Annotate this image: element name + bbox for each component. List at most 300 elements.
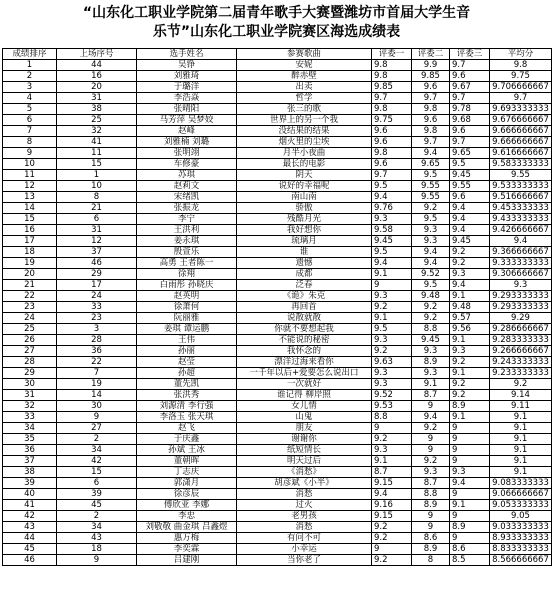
judge1-score-cell: 9.8	[372, 60, 412, 71]
contestant-cell: 宋绪凯	[137, 192, 237, 203]
contestant-cell: 赵英明	[137, 291, 237, 302]
judge2-score-cell: 9.7	[412, 93, 450, 104]
average-score-cell: 9.05	[490, 511, 552, 522]
rank-cell: 35	[3, 434, 57, 445]
song-cell: 阴天	[237, 170, 372, 181]
contestant-cell: 于璐洋	[137, 82, 237, 93]
judge3-score-cell: 8.6	[450, 544, 490, 555]
judge1-score-cell: 9.1	[372, 269, 412, 280]
judge3-score-cell: 9	[450, 533, 490, 544]
table-row	[3, 258, 552, 269]
song-cell: 纸短情长	[237, 445, 372, 456]
judge2-score-cell: 9.55	[412, 192, 450, 203]
judge2-score-cell: 9.85	[412, 71, 450, 82]
table-row	[3, 401, 552, 412]
average-score-cell: 9.333333333	[490, 258, 552, 269]
average-score-cell: 8.933333333	[490, 533, 552, 544]
rank-header: 成绩排序	[3, 49, 57, 60]
judge3-score-cell: 9.1	[450, 412, 490, 423]
table-row	[3, 71, 552, 82]
order-cell: 27	[57, 423, 137, 434]
judge1-score-cell: 9.4	[372, 258, 412, 269]
judge1-score-cell: 9.6	[372, 137, 412, 148]
contestant-cell: 赵莉文	[137, 181, 237, 192]
song-cell: 不能说的秘密	[237, 335, 372, 346]
judge3-score-cell: 9	[450, 434, 490, 445]
judge1-score-cell: 9.53	[372, 401, 412, 412]
judge1-score-cell: 9.3	[372, 445, 412, 456]
judge3-score-cell: 9.65	[450, 148, 490, 159]
contestant-cell: 马芳萍 吴梦姣	[137, 115, 237, 126]
table-row	[3, 423, 552, 434]
judge3-score-cell: 9.4	[450, 478, 490, 489]
rank-cell: 14	[3, 203, 57, 214]
average-score-cell: 9.706666667	[490, 82, 552, 93]
order-cell: 14	[57, 390, 137, 401]
order-cell: 33	[57, 302, 137, 313]
order-cell: 21	[57, 203, 137, 214]
contestant-cell: 惠万梅	[137, 533, 237, 544]
average-score-cell: 9.8	[490, 60, 552, 71]
contestant-cell: 李奕霖	[137, 544, 237, 555]
table-row	[3, 159, 552, 170]
average-score-cell: 8.566666667	[490, 555, 552, 566]
rank-cell: 32	[3, 401, 57, 412]
judge1-score-cell: 9.3	[372, 368, 412, 379]
judge3-score-cell: 9.6	[450, 126, 490, 137]
song-cell: 一千年以后+爱要怎么说出口	[237, 368, 372, 379]
judge3-score-cell: 9	[450, 423, 490, 434]
contestant-cell: 丁志庆	[137, 467, 237, 478]
score-table	[2, 48, 552, 566]
song-cell: 消愁	[237, 522, 372, 533]
contestant-cell: 于庆鑫	[137, 434, 237, 445]
contestant-cell: 赵莹	[137, 357, 237, 368]
song-cell: 你就不要想起我	[237, 324, 372, 335]
contestant-cell: 董朝晖	[137, 456, 237, 467]
judge2-score-cell: 9.4	[412, 258, 450, 269]
table-row	[3, 302, 552, 313]
judge2-score-cell: 9.3	[412, 236, 450, 247]
average-score-cell: 9.666666667	[490, 137, 552, 148]
judge1-score-cell: 9.8	[372, 104, 412, 115]
average-score-cell: 9.1	[490, 412, 552, 423]
judge3-score-cell: 9.6	[450, 71, 490, 82]
table-row	[3, 335, 552, 346]
rank-cell: 42	[3, 511, 57, 522]
rank-cell: 1	[3, 60, 57, 71]
judge3-score-cell: 9.7	[450, 137, 490, 148]
order-cell: 12	[57, 236, 137, 247]
song-cell: 出卖	[237, 82, 372, 93]
rank-cell: 36	[3, 445, 57, 456]
contestant-cell: 孙超	[137, 368, 237, 379]
judge1-score-cell: 9.52	[372, 390, 412, 401]
contestant-cell: 刘源清 李行强	[137, 401, 237, 412]
judge1-score-cell: 9.1	[372, 456, 412, 467]
judge1-score-cell: 9.85	[372, 82, 412, 93]
average-score-cell: 9.676666667	[490, 115, 552, 126]
contestant-cell: 殷萱乐	[137, 247, 237, 258]
song-cell: 张三的歌	[237, 104, 372, 115]
judge1-score-cell: 9.3	[372, 379, 412, 390]
song-cell: 南山南	[237, 192, 372, 203]
rank-cell: 20	[3, 269, 57, 280]
average-score-cell: 9.453333333	[490, 203, 552, 214]
judge2-score-cell: 9.9	[412, 60, 450, 71]
order-cell: 2	[57, 511, 137, 522]
contestant-cell: 吕建刚	[137, 555, 237, 566]
table-row	[3, 82, 552, 93]
order-cell: 32	[57, 126, 137, 137]
contestant-cell: 张振龙	[137, 203, 237, 214]
table-row	[3, 533, 552, 544]
judge2-score-cell: 8.9	[412, 500, 450, 511]
song-cell: 过火	[237, 500, 372, 511]
contestant-cell: 王伟	[137, 335, 237, 346]
judge1-score-cell: 9.16	[372, 500, 412, 511]
song-cell: 月半小夜曲	[237, 148, 372, 159]
average-score-cell: 9.11	[490, 401, 552, 412]
average-header: 平均分	[490, 49, 552, 60]
order-cell: 31	[57, 93, 137, 104]
judge2-score-cell: 9.1	[412, 379, 450, 390]
contestant-cell: 李宁	[137, 214, 237, 225]
order-header: 上场序号	[57, 49, 137, 60]
judge1-score-cell: 9.8	[372, 71, 412, 82]
judge2-score-cell: 9.6	[412, 82, 450, 93]
order-cell: 24	[57, 291, 137, 302]
song-cell: 《消愁》	[237, 467, 372, 478]
average-score-cell: 9.1	[490, 456, 552, 467]
song-cell: 没结果的结果	[237, 126, 372, 137]
judge1-score-cell: 9	[372, 544, 412, 555]
contestant-cell: 董先凯	[137, 379, 237, 390]
table-row	[3, 489, 552, 500]
judge3-score-cell: 9.4	[450, 280, 490, 291]
judge1-score-cell: 9.5	[372, 247, 412, 258]
contestant-cell: 刘雅楠 刘璐	[137, 137, 237, 148]
song-cell: 骄傲	[237, 203, 372, 214]
judge2-score-cell: 9.2	[412, 423, 450, 434]
contestant-cell: 孙丽	[137, 346, 237, 357]
average-score-cell: 9.266666667	[490, 346, 552, 357]
judge1-score-cell: 9.6	[372, 159, 412, 170]
rank-cell: 30	[3, 379, 57, 390]
contestant-cell: 李浩焱	[137, 93, 237, 104]
table-row	[3, 137, 552, 148]
judge1-score-cell: 9.8	[372, 148, 412, 159]
table-row	[3, 60, 552, 71]
contestant-cell: 王洪利	[137, 225, 237, 236]
judge3-score-cell: 9.3	[450, 346, 490, 357]
contestant-cell: 吴铮	[137, 60, 237, 71]
judge1-score-cell: 9.2	[372, 346, 412, 357]
judge3-header: 评委三	[450, 49, 490, 60]
judge3-score-cell: 9.45	[450, 170, 490, 181]
table-row	[3, 225, 552, 236]
song-cell: 胡彦斌《小半》	[237, 478, 372, 489]
song-cell: 一次就好	[237, 379, 372, 390]
judge1-score-cell: 9.4	[372, 192, 412, 203]
sheet-title-line1: “山东化工职业学院第二届青年歌手大赛暨潍坊市首届大学生音	[82, 5, 471, 21]
average-score-cell: 9.283333333	[490, 335, 552, 346]
table-row	[3, 192, 552, 203]
order-cell: 2	[57, 434, 137, 445]
judge3-score-cell: 9.1	[450, 368, 490, 379]
rank-cell: 27	[3, 346, 57, 357]
judge3-score-cell: 9.4	[450, 225, 490, 236]
judge2-score-cell: 8.8	[412, 489, 450, 500]
judge1-score-cell: 9	[372, 423, 412, 434]
judge3-score-cell: 9.2	[450, 258, 490, 269]
average-score-cell: 9.1	[490, 467, 552, 478]
judge2-score-cell: 9.7	[412, 137, 450, 148]
table-row	[3, 412, 552, 423]
song-cell: 明天过后	[237, 456, 372, 467]
judge2-score-cell: 9.2	[412, 313, 450, 324]
order-cell: 3	[57, 324, 137, 335]
judge1-score-cell: 9.45	[372, 236, 412, 247]
contestant-cell: 阮丽雅	[137, 313, 237, 324]
song-cell: 泛春	[237, 280, 372, 291]
average-score-cell: 9.516666667	[490, 192, 552, 203]
contestant-cell: 刘敬敬 曲金琪 吕鑫煜	[137, 522, 237, 533]
judge2-score-cell: 9.52	[412, 269, 450, 280]
table-row	[3, 467, 552, 478]
judge2-score-cell: 9.6	[412, 115, 450, 126]
song-cell: 小幸运	[237, 544, 372, 555]
average-score-cell: 9.066666667	[490, 489, 552, 500]
average-score-cell: 9.1	[490, 423, 552, 434]
table-row	[3, 236, 552, 247]
song-cell: 最长的电影	[237, 159, 372, 170]
contestant-cell: 张晴阳	[137, 104, 237, 115]
song-cell: 女儿情	[237, 401, 372, 412]
judge3-score-cell: 9.2	[450, 390, 490, 401]
judge2-score-cell: 9.5	[412, 214, 450, 225]
judge3-score-cell: 9.4	[450, 203, 490, 214]
judge1-score-cell: 9.2	[372, 533, 412, 544]
judge1-score-cell: 9.7	[372, 170, 412, 181]
judge2-score-cell: 9	[412, 401, 450, 412]
rank-cell: 45	[3, 544, 57, 555]
judge1-score-cell: 9.2	[372, 434, 412, 445]
contestant-cell: 赵峰	[137, 126, 237, 137]
judge3-score-cell: 9.57	[450, 313, 490, 324]
table-row	[3, 104, 552, 115]
table-row	[3, 357, 552, 368]
song-cell: 山鬼	[237, 412, 372, 423]
judge2-score-cell: 9.2	[412, 456, 450, 467]
judge3-score-cell: 8.5	[450, 555, 490, 566]
rank-cell: 21	[3, 280, 57, 291]
judge2-score-cell: 9.8	[412, 104, 450, 115]
judge3-score-cell: 9.1	[450, 500, 490, 511]
judge1-score-cell: 9.4	[372, 489, 412, 500]
average-score-cell: 9.14	[490, 390, 552, 401]
judge2-score-cell: 8.7	[412, 390, 450, 401]
judge1-score-cell: 9.2	[372, 302, 412, 313]
judge3-score-cell: 9.78	[450, 104, 490, 115]
contestant-cell: 车修豪	[137, 159, 237, 170]
table-row	[3, 181, 552, 192]
song-cell: 我好想你	[237, 225, 372, 236]
song-cell: 谁	[237, 247, 372, 258]
table-row	[3, 148, 552, 159]
rank-cell: 8	[3, 137, 57, 148]
judge3-score-cell: 9.4	[450, 214, 490, 225]
order-cell: 9	[57, 555, 137, 566]
table-header-row	[3, 49, 552, 60]
order-cell: 16	[57, 71, 137, 82]
song-cell: 再回首	[237, 302, 372, 313]
judge1-score-cell: 9.75	[372, 115, 412, 126]
order-cell: 37	[57, 247, 137, 258]
song-cell: 哲学	[237, 93, 372, 104]
rank-cell: 37	[3, 456, 57, 467]
order-cell: 38	[57, 104, 137, 115]
average-score-cell: 9.233333333	[490, 368, 552, 379]
rank-cell: 23	[3, 302, 57, 313]
average-score-cell: 9.426666667	[490, 225, 552, 236]
judge2-score-cell: 9.45	[412, 335, 450, 346]
order-cell: 34	[57, 522, 137, 533]
judge1-score-cell: 9.63	[372, 357, 412, 368]
judge1-score-cell: 9.3	[372, 214, 412, 225]
rank-cell: 46	[3, 555, 57, 566]
order-cell: 45	[57, 500, 137, 511]
song-cell: 朋友	[237, 423, 372, 434]
table-row	[3, 324, 552, 335]
contestant-cell: 孙斌 王冰	[137, 445, 237, 456]
table-row	[3, 368, 552, 379]
average-score-cell: 8.833333333	[490, 544, 552, 555]
order-cell: 11	[57, 148, 137, 159]
rank-cell: 5	[3, 104, 57, 115]
sheet-title	[0, 4, 553, 42]
table-row	[3, 115, 552, 126]
average-score-cell: 9.55	[490, 170, 552, 181]
average-score-cell: 9.1	[490, 434, 552, 445]
judge2-score-cell: 8.6	[412, 533, 450, 544]
average-score-cell: 9.583333333	[490, 159, 552, 170]
average-score-cell: 9.293333333	[490, 291, 552, 302]
table-row	[3, 379, 552, 390]
table-row	[3, 170, 552, 181]
judge3-score-cell: 8.9	[450, 522, 490, 533]
judge1-score-cell: 9.7	[372, 93, 412, 104]
song-cell: 漂洋过海来看你	[237, 357, 372, 368]
judge3-score-cell: 9.7	[450, 60, 490, 71]
judge1-score-cell: 9.5	[372, 181, 412, 192]
rank-cell: 29	[3, 368, 57, 379]
song-cell: 世界上的另一个我	[237, 115, 372, 126]
order-cell: 31	[57, 225, 137, 236]
song-cell: 《诡》朱克	[237, 291, 372, 302]
rank-cell: 6	[3, 115, 57, 126]
song-cell: 成都	[237, 269, 372, 280]
song-cell: 消愁	[237, 489, 372, 500]
average-score-cell: 9.693333333	[490, 104, 552, 115]
rank-cell: 13	[3, 192, 57, 203]
table-row	[3, 269, 552, 280]
judge2-score-cell: 9	[412, 445, 450, 456]
rank-cell: 11	[3, 170, 57, 181]
table-row	[3, 214, 552, 225]
song-cell: 遗憾	[237, 258, 372, 269]
table-row	[3, 203, 552, 214]
judge1-score-cell: 9.5	[372, 324, 412, 335]
order-cell: 42	[57, 456, 137, 467]
judge3-score-cell: 9.45	[450, 236, 490, 247]
judge3-score-cell: 9	[450, 511, 490, 522]
rank-cell: 31	[3, 390, 57, 401]
judge2-score-cell: 9.55	[412, 181, 450, 192]
song-cell: 老男孩	[237, 511, 372, 522]
order-cell: 15	[57, 159, 137, 170]
judge2-score-cell: 9	[412, 522, 450, 533]
judge3-score-cell: 9.3	[450, 467, 490, 478]
judge1-score-cell: 9.3	[372, 291, 412, 302]
rank-cell: 26	[3, 335, 57, 346]
judge1-score-cell: 9.3	[372, 335, 412, 346]
judge1-score-cell: 9.1	[372, 313, 412, 324]
table-row	[3, 456, 552, 467]
song-cell: 琉璃月	[237, 236, 372, 247]
judge2-score-cell: 9.5	[412, 170, 450, 181]
rank-cell: 12	[3, 181, 57, 192]
song-cell: 醉赤壁	[237, 71, 372, 82]
judge2-score-cell: 8	[412, 555, 450, 566]
judge2-score-cell: 9.2	[412, 302, 450, 313]
judge3-score-cell: 9.55	[450, 181, 490, 192]
judge2-score-cell: 9.8	[412, 126, 450, 137]
song-cell: 谢谢你	[237, 434, 372, 445]
judge1-score-cell: 9	[372, 280, 412, 291]
rank-cell: 19	[3, 258, 57, 269]
order-cell: 46	[57, 258, 137, 269]
order-cell: 44	[57, 60, 137, 71]
table-row	[3, 511, 552, 522]
song-cell: 说好的幸福呢	[237, 181, 372, 192]
judge3-score-cell: 9	[450, 489, 490, 500]
average-score-cell: 9.083333333	[490, 478, 552, 489]
judge2-score-cell: 9.48	[412, 291, 450, 302]
rank-cell: 7	[3, 126, 57, 137]
judge2-score-cell: 9.4	[412, 247, 450, 258]
contestant-cell: 徐彦辰	[137, 489, 237, 500]
table-row	[3, 500, 552, 511]
table-row	[3, 93, 552, 104]
average-score-cell: 9.7	[490, 93, 552, 104]
order-cell: 25	[57, 115, 137, 126]
judge3-score-cell: 9.67	[450, 82, 490, 93]
judge1-score-cell: 8.8	[372, 412, 412, 423]
contestant-cell: 白雨彤 孙晓庆	[137, 280, 237, 291]
table-row	[3, 313, 552, 324]
contestant-cell: 张洪秀	[137, 390, 237, 401]
judge3-score-cell: 9.3	[450, 269, 490, 280]
song-header: 参赛歌曲	[237, 49, 372, 60]
judge2-score-cell: 8.9	[412, 544, 450, 555]
average-score-cell: 9.2	[490, 379, 552, 390]
judge1-score-cell: 9.15	[372, 511, 412, 522]
rank-cell: 10	[3, 159, 57, 170]
table-row	[3, 434, 552, 445]
judge2-score-cell: 8.9	[412, 357, 450, 368]
average-score-cell: 9.286666667	[490, 324, 552, 335]
